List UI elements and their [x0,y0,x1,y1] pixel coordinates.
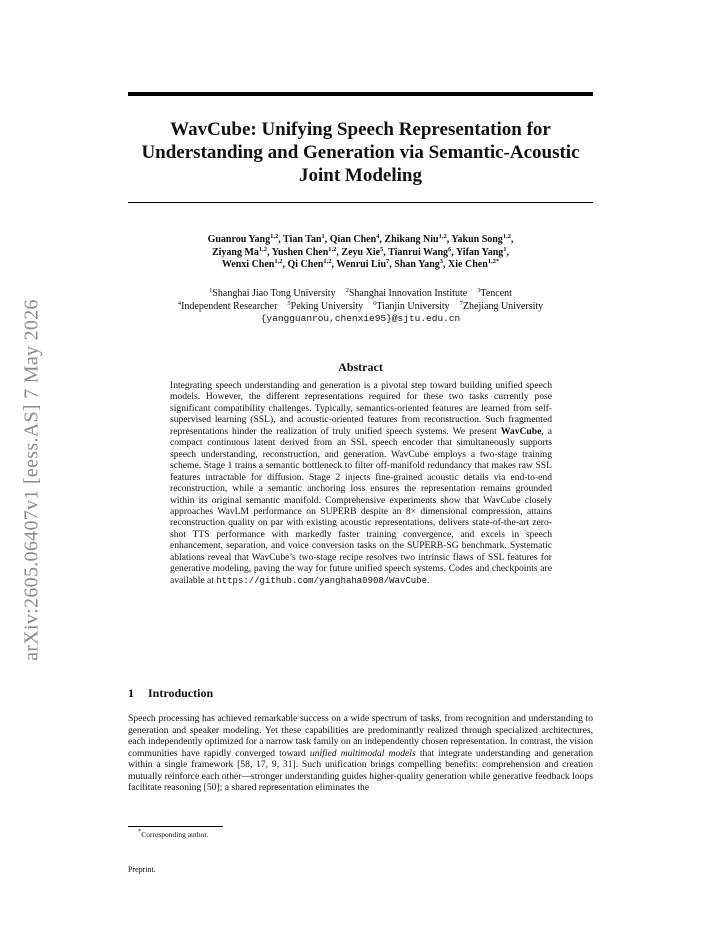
affiliation-line [118,288,603,301]
abstract-heading: Abstract [338,360,383,374]
author-affiliation-mark: 5 [380,245,384,253]
section-title: Introduction [148,686,214,700]
author-separator: , [451,246,456,258]
author-name: Wenrui Liu [336,259,387,270]
affiliation-number: 1 [209,287,213,294]
author-separator: , [278,234,284,245]
author-name: Shan Yang [394,259,440,270]
affiliation-name: Tencent [480,288,512,299]
footnote-rule [128,826,223,827]
footnote-text: Corresponding author. [141,830,209,839]
author-separator: , [506,246,510,258]
author-name: Yushen Chen [271,246,329,258]
affiliation-name: Peking University [290,300,364,312]
title-line-2: Understanding and Generation via Semantic-Acoustic [141,142,580,163]
author-separator: , [379,234,385,245]
author-name: Xie Chen [448,259,488,270]
author-separator: , [331,259,337,270]
author-name: Tianrui Wang [388,246,449,258]
author-name: Zeyu Xie [341,246,381,258]
author-name: Ziyang Ma [211,246,259,258]
intro-text-part-2: that integrate understanding and generation within a single framework [58, 17, 9, 31]. Such unification brings compelling benefits: comprehension and creation mutually reinforce each other—stronger understanding guides higher-quality generation while generative feedback loops facilitate reasoning [50]; a shared representation eliminates the [128,747,594,793]
author-affiliation-mark: 1,2 [274,258,283,265]
intro-text-part-1: Speech processing has achieved remarkable success on a wide spectrum of tasks, from recognition and understanding to generation and speaker modeling. Yet these capabilities are predominantly realized through specialized architectures, each independently optimized for a narrow task family on an independently chosen representation. In contrast, the vision communities have rapidly converged toward [128,713,593,759]
affiliation-name: Tianjin University [376,300,450,312]
author-affiliation-mark: 1,2 [270,233,279,240]
author-name: Wenxi Chen [221,259,275,270]
author-list [118,234,603,272]
author-line [118,234,603,247]
author-affiliation-mark: 3 [439,258,444,265]
title-line-3: Joint Modeling [299,165,422,186]
abstract-body [170,380,552,587]
author-name: Qi Chen [287,259,324,270]
section-heading [128,686,213,701]
author-line [118,259,603,272]
author-affiliation-mark: 1 [321,233,325,240]
author-affiliation-mark: 7 [386,258,390,265]
affiliation-number: 6 [373,299,377,307]
introduction-body [128,713,593,794]
contact-email[interactable]: {yangguanrou,chenxie95}@sjtu.edu.cn [260,313,461,324]
author-affiliation-mark: 1,2 [502,233,511,240]
affiliation-number: 4 [177,299,182,307]
author-line [118,247,603,260]
code-repo-link[interactable]: https://github.com/yanghaha0908/WavCube [216,575,427,586]
author-separator: , [282,259,288,270]
author-affiliation-mark: 1,2 [323,258,332,265]
title-top-rule [128,92,593,96]
affiliation-name: Shanghai Jiao Tong University [212,288,336,299]
author-name: Zhikang Niu [384,234,439,245]
affiliation-number: 7 [459,299,463,307]
author-name: Tian Tan [283,234,322,245]
author-affiliation-mark: 1,2 [258,245,268,253]
author-separator: , [383,246,389,258]
author-name: Yakun Song [451,234,503,245]
preprint-label: Preprint. [128,865,156,874]
author-separator: , [510,234,514,245]
paper-title [118,118,603,187]
author-affiliation-mark: 1,2* [487,258,500,265]
section-number: 1 [128,686,134,700]
author-separator: , [324,234,330,245]
affiliation-line [118,301,603,314]
author-separator: , [389,259,395,270]
intro-emphasis: unified multimodal models [309,747,416,759]
author-name: Yifan Yang [455,246,504,258]
abstract-end: . [426,574,430,586]
author-name: Qian Chen [329,234,377,245]
author-separator: , [446,234,452,245]
affiliation-number: 2 [345,287,349,294]
author-separator: , [267,246,272,258]
title-bottom-rule [128,202,593,203]
footnote [138,830,208,839]
footnote-mark: * [138,828,142,835]
title-line-1: WavCube: Unifying Speech Representation for [170,119,551,140]
affiliation-name: Shanghai Innovation Institute [348,288,468,299]
author-name: Guanrou Yang [207,234,271,245]
affiliations [118,288,603,326]
abstract-text-part-1: Integrating speech understanding and generation is a pivotal step toward building unified speech models. However, the different representations required for these two tasks currently pose significant compatibility challenges. Typically, semantics-oriented features are learned from self-supervised learning (SSL), and acoustic-oriented features from reconstruction. Such fragmented representations hinder the realization of truly unified speech systems. We present [170,380,552,437]
abstract-text-part-2: , a compact continuous latent derived from an SSL speech encoder that simultaneously supports speech understanding, reconstruction, and generation. WavCube employs a two-stage training scheme. Stage 1 trains a semantic bottleneck to filter off-manifold redundancy that makes raw SSL features intractable for diffusion. Stage 2 injects fine-grained acoustic details via end-to-end reconstruction, while a semantic anchoring loss ensures the representation remains grounded within its original semantic manifold. Comprehensive experiments show that WavCube closely approaches WavLM performance on SUPERB despite an 8× dimensional compression, attains reconstruction quality on par with existing acoustic representations, delivers state-of-the-art zero-shot TTS performance with markedly faster training convergence, and excels in speech enhancement, separation, and voice conversion tasks on the SUPERB-SG benchmark. Systematic ablations reveal that WavCube’s two-stage recipe resolves two intrinsic flaws of SSL features for generative modeling, paving the way for future unified speech systems. Codes and checkpoints are available at [170,425,552,586]
author-separator: , [336,246,342,258]
affiliation-number: 5 [287,299,291,307]
arxiv-identifier[interactable]: arXiv:2605.06407v1 [eess.AS] 7 May 2026 [20,299,43,661]
affiliation-name: Independent Researcher [181,300,278,312]
author-affiliation-mark: 1,2 [328,245,337,253]
affiliation-number: 3 [477,287,481,294]
author-affiliation-mark: 1 [503,245,507,253]
abstract-method-name: WavCube [500,425,542,437]
author-affiliation-mark: 6 [448,245,452,253]
affiliation-name: Zhejiang University [462,300,544,312]
author-affiliation-mark: 4 [376,233,380,240]
author-affiliation-mark: 1,2 [438,233,447,240]
author-separator: , [443,259,449,270]
